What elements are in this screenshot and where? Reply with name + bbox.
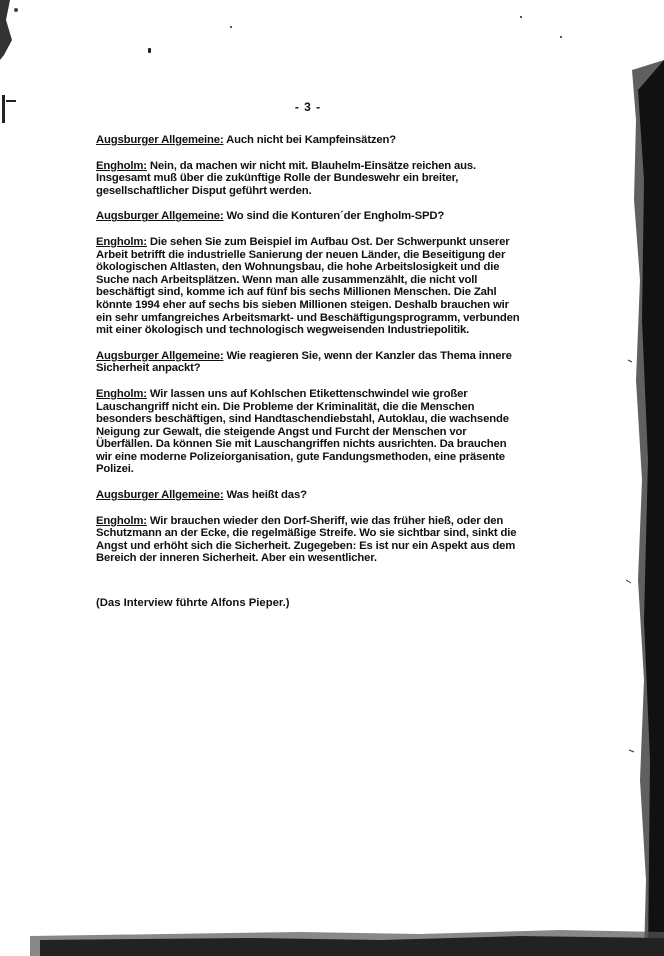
scan-edge-left bbox=[0, 0, 22, 956]
speck bbox=[148, 48, 151, 53]
interview-credit: (Das Interview führte Alfons Pieper.) bbox=[96, 597, 290, 609]
paragraph-text: Wie reagieren Sie, wenn der Kanzler das Thema innere Sicherheit anpackt? bbox=[96, 349, 512, 375]
speaker-label: Engholm: bbox=[96, 235, 147, 248]
speaker-label: Augsburger Allgemeine: bbox=[96, 489, 224, 502]
interview-paragraph bbox=[96, 134, 520, 147]
speaker-label: Engholm: bbox=[96, 159, 147, 172]
paragraph-text: Wir brauchen wieder den Dorf-Sheriff, wie das früher hieß, oder den Schutzmann an der Ecke, die regelmäßige Streife. Wo sie sichtbar sind, sinkt die Angst und erhöht sich die Sicherheit. Zugegeben: Es ist nur ein Aspekt aus dem Bereich der inneren Sicherheit. Aber ein wesentlicher. bbox=[96, 514, 517, 565]
speaker-label: Augsburger Allgemeine: bbox=[96, 210, 224, 223]
paragraph-text: Die sehen Sie zum Beispiel im Aufbau Ost. Der Schwerpunkt unserer Arbeit betrifft die industrielle Sanierung der neuen Länder, die Beseitigung der ökologischen Altlasten, den Wohnungsbau, die hohe Arbeitslosigkeit und die Suche nach Arbeitsplätzen. Wenn man alle zusammenzählt, die nicht voll beschäftigt sind, komme ich auf fünf bis sechs Millionen Menschen. Die Zahl könnte 1994 eher auf sechs bis sieben Millionen steigen. Deshalb brauchen wir ein sehr umfangreiches Arbeitsmarkt- und Beschäftigungsprogramm, verbunden mit einer ökologisch und technologisch wegweisenden Industriepolitik. bbox=[96, 235, 520, 337]
interview-paragraph bbox=[96, 350, 520, 375]
interview-paragraph bbox=[96, 160, 520, 198]
scan-edge-bottom bbox=[0, 926, 664, 956]
interview-paragraph bbox=[96, 236, 520, 337]
page-number: - 3 - bbox=[294, 100, 322, 114]
speaker-label: Augsburger Allgemeine: bbox=[96, 134, 224, 146]
speck bbox=[230, 26, 232, 28]
speck bbox=[520, 16, 522, 18]
interview-paragraph bbox=[96, 210, 520, 223]
paragraph-text: Nein, da machen wir nicht mit. Blauhelm-Einsätze reichen aus. Insgesamt muß über die zukünftige Rolle der Bundeswehr ein breiter, gesellschaftlicher Disput geführt werden. bbox=[96, 159, 476, 197]
interview-paragraph bbox=[96, 388, 520, 476]
speck bbox=[560, 36, 562, 38]
interview-paragraph bbox=[96, 515, 520, 565]
interview-body bbox=[96, 134, 520, 578]
speaker-label: Augsburger Allgemeine: bbox=[96, 349, 224, 362]
paragraph-text: Was heißt das? bbox=[226, 489, 307, 502]
paragraph-text: Wir lassen uns auf Kohlschen Etikettenschwindel wie großer Lauschangriff nicht ein. Die Probleme der Kriminalität, die die Menschen besonders beschäftigen, sind Handtaschendiebstahl, Autoklau, die wachsende Neigung zur Gewalt, die steigende Angst und Furcht der Menschen vor Überfällen. Da können Sie mit Lauschangriffen nichts ausrichten. Da brauchen wir eine moderne Polizeiorganisation, gute Fandungsmethoden, eine präsente Polizei. bbox=[96, 387, 509, 476]
speaker-label: Engholm: bbox=[96, 514, 147, 527]
interview-paragraph bbox=[96, 489, 520, 502]
paragraph-text: Wo sind die Konturen´der Engholm-SPD? bbox=[226, 210, 445, 223]
paragraph-text: Auch nicht bei Kampfeinsätzen? bbox=[226, 134, 397, 146]
speaker-label: Engholm: bbox=[96, 387, 147, 400]
scan-edge-right bbox=[614, 60, 664, 956]
